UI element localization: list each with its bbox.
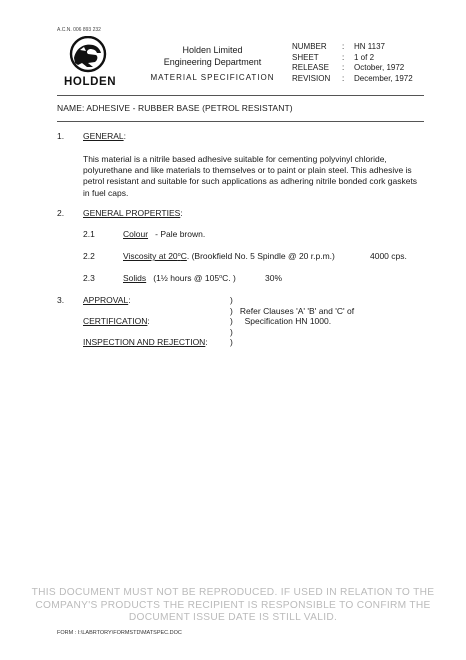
reference-line-2: Specification HN 1000. xyxy=(244,316,332,327)
header-divider xyxy=(57,95,424,96)
department-name: Engineering Department xyxy=(163,57,262,67)
section-2-heading: GENERAL PROPERTIES: xyxy=(83,208,183,218)
inspection-label: INSPECTION AND REJECTION: xyxy=(83,337,208,347)
meta-revision: REVISION : December, 1972 xyxy=(292,73,413,83)
reference-line-1: Refer Clauses 'A' 'B' and 'C' of xyxy=(239,305,355,316)
logo-wordmark: HOLDEN xyxy=(64,76,117,88)
property-2-1-number: 2.1 xyxy=(83,229,95,239)
property-2-2-number: 2.2 xyxy=(83,251,95,261)
viscosity-value: 4000 cps. xyxy=(370,251,407,261)
document-type: MATERIAL SPECIFICATION xyxy=(150,73,275,82)
section-1-text: This material is a nitrile based adhesive suitable for cementing polyvinyl chloride, polyurethane and like materials to themselves or to paint or plain steel. This adhesive is petrol resistant and suitable for such applications as adhering nitrile bonded cork gaskets in fuel caps. xyxy=(83,154,418,198)
section-1-number: 1. xyxy=(57,131,65,141)
approval-label: APPROVAL: xyxy=(83,295,131,305)
company-name: Holden Limited xyxy=(182,45,243,55)
meta-sheet: SHEET : 1 of 2 xyxy=(292,52,375,62)
material-name: NAME: ADHESIVE - RUBBER BASE (PETROL RESISTANT) xyxy=(57,103,293,113)
company-block xyxy=(140,44,285,68)
solids-value: 30% xyxy=(265,273,283,283)
property-viscosity: Viscosity at 20$^o$C. (Brookfield No. 5 Spindle @ 20 r.p.m.) xyxy=(123,251,335,261)
section-2-number: 2. xyxy=(57,208,65,218)
property-solids: Solids (1½ hours @ 105$^o$C. ) xyxy=(123,273,236,283)
meta-release: RELEASE : October, 1972 xyxy=(292,63,405,72)
property-2-3-number: 2.3 xyxy=(83,273,95,283)
certification-label: CERTIFICATION: xyxy=(83,316,150,326)
section-3-reference: ) ) Refer Clauses 'A' 'B' and 'C' of ) Specification HN 1000. ) ) xyxy=(230,295,355,348)
meta-number: NUMBER : HN 1137 xyxy=(292,42,385,51)
property-colour: Colour - Pale brown. xyxy=(123,229,206,239)
name-divider xyxy=(57,121,424,122)
form-path: FORM : I:\LABRTORY\FORMSTD\MATSPEC.DOC xyxy=(57,630,182,636)
section-3-number: 3. xyxy=(57,295,65,305)
reproduction-warning: THIS DOCUMENT MUST NOT BE REPRODUCED. IF USED IN RELATION TO THE COMPANY'S PRODUCTS THE RECIPIENT IS RESPONSIBLE TO CONFIRM THE DOCUMENT ISSUE DATE IS STILL VALID. xyxy=(31,587,435,624)
section-1-heading: GENERAL: xyxy=(83,131,126,141)
document-meta xyxy=(292,42,413,84)
acn-number: A.C.N. 006 893 232 xyxy=(57,27,101,33)
